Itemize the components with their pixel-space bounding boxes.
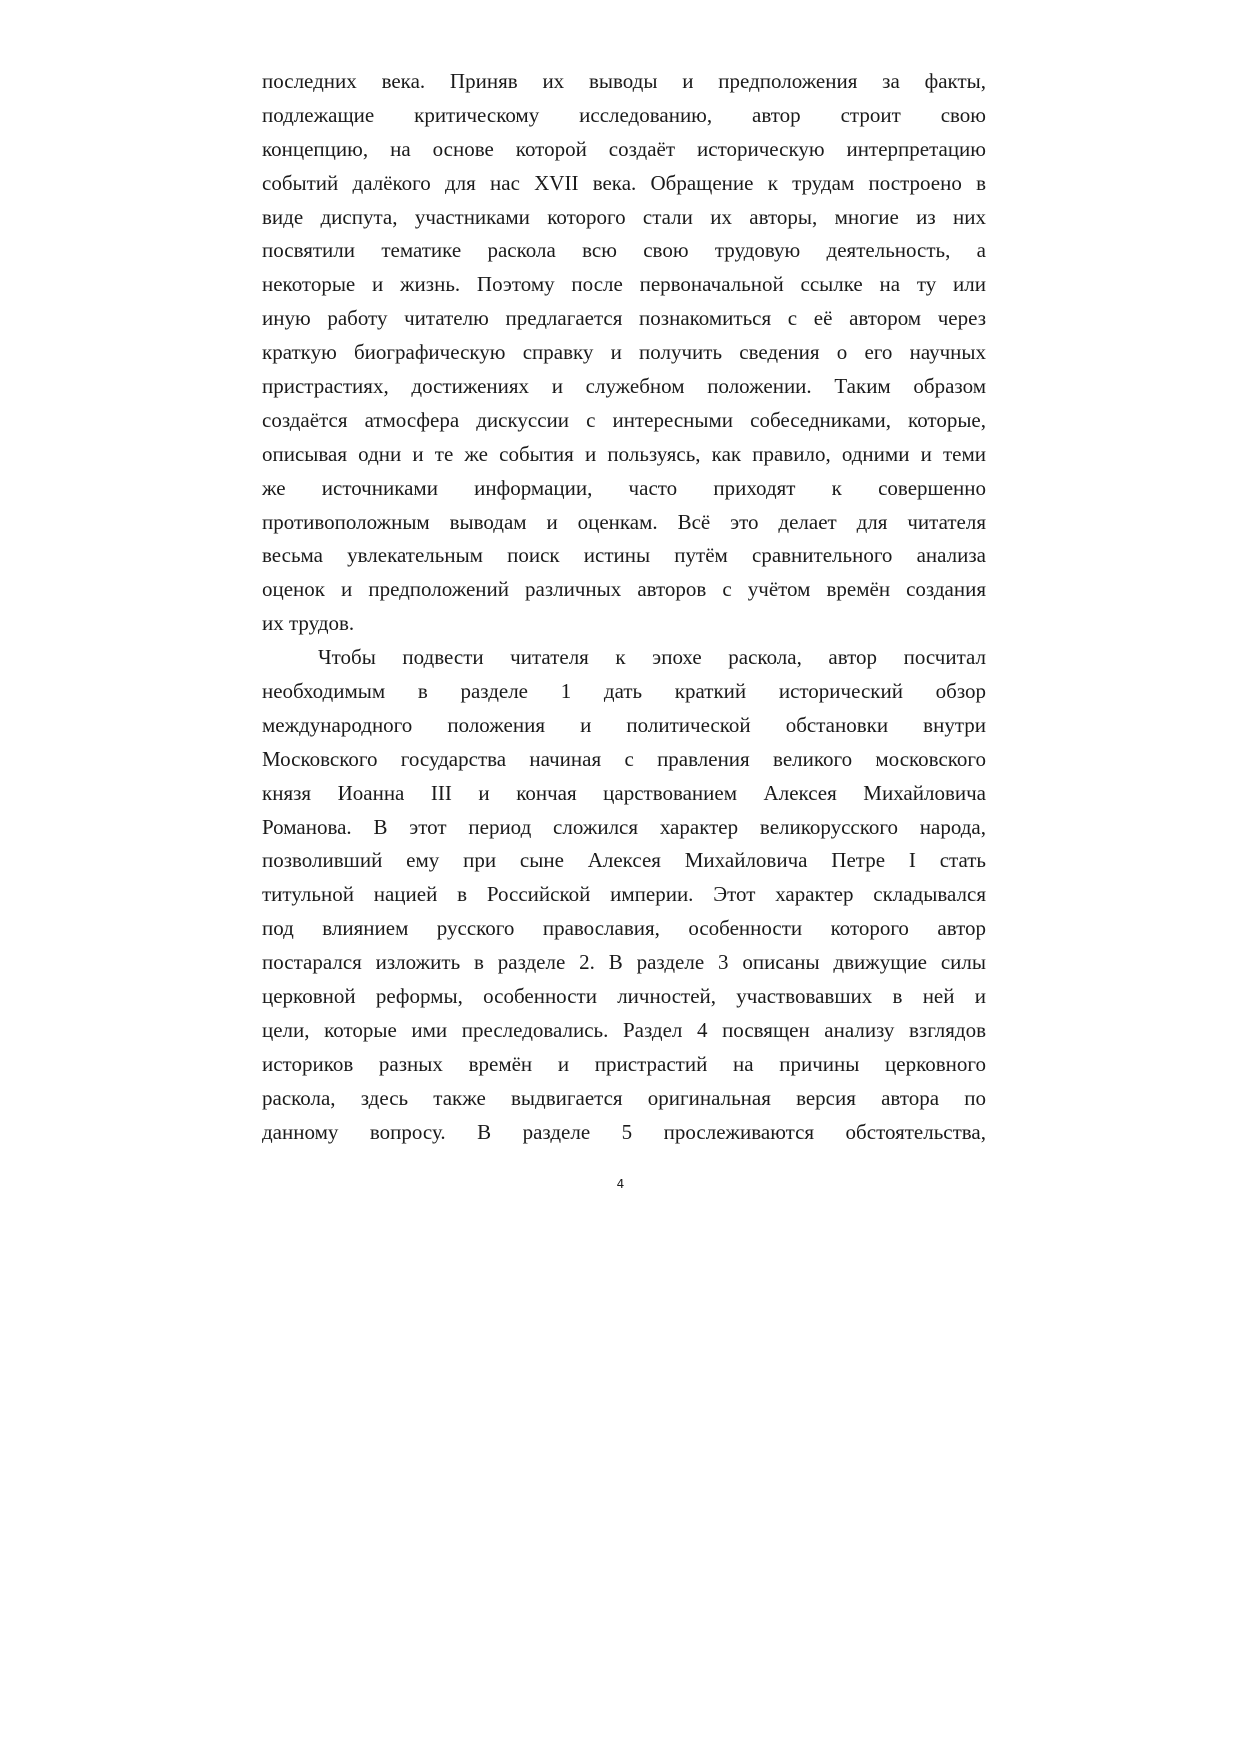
text-line: титульной нацией в Российской империи. Этот характер складывался bbox=[262, 882, 986, 907]
text-line: историков разных времён и пристрастий на причины церковного bbox=[262, 1051, 986, 1076]
text-line: их трудов. bbox=[262, 611, 355, 636]
text-line: данному вопросу. В разделе 5 прослеживаются обстоятельства, bbox=[262, 1119, 986, 1144]
text-line: событий далёкого для нас XVII века. Обращение к трудам построено в bbox=[262, 170, 986, 195]
body-text bbox=[262, 65, 986, 1150]
text-line: постарался изложить в разделе 2. В разделе 3 описаны движущие силы bbox=[262, 950, 986, 975]
text-line: Московского государства начиная с правления великого московского bbox=[262, 746, 986, 771]
text-line: раскола, здесь также выдвигается оригинальная версия автора по bbox=[262, 1085, 986, 1110]
text-line: князя Иоанна III и кончая царствованием Алексея Михайловича bbox=[262, 780, 986, 805]
text-line: иную работу читателю предлагается познакомиться с её автором через bbox=[262, 306, 986, 331]
text-line: последних века. Приняв их выводы и предположения за факты, bbox=[262, 69, 986, 93]
paragraph-2 bbox=[262, 641, 986, 1149]
text-line: Романова. В этот период сложился характер великорусского народа, bbox=[262, 814, 986, 839]
text-line: посвятили тематике раскола всю свою трудовую деятельность, а bbox=[262, 238, 986, 263]
text-line: позволивший ему при сыне Алексея Михайловича Петре I стать bbox=[262, 848, 986, 873]
text-line: церковной реформы, особенности личностей, участвовавших в ней и bbox=[262, 984, 986, 1009]
text-line: подлежащие критическому исследованию, автор строит свою bbox=[262, 102, 986, 127]
text-line: некоторые и жизнь. Поэтому после первоначальной ссылке на ту или bbox=[262, 272, 986, 297]
paragraph-1 bbox=[262, 65, 986, 641]
text-line: краткую биографическую справку и получить сведения о его научных bbox=[262, 340, 986, 365]
page-number: 4 bbox=[616, 1177, 625, 1191]
text-line: создаётся атмосфера дискуссии с интересными собеседниками, которые, bbox=[262, 407, 986, 432]
text-line: концепцию, на основе которой создаёт историческую интерпретацию bbox=[262, 136, 986, 161]
text-line: пристрастиях, достижениях и служебном положении. Таким образом bbox=[262, 374, 986, 399]
text-line: описывая одни и те же события и пользуясь, как правило, одними и теми bbox=[262, 441, 986, 466]
text-line: оценок и предположений различных авторов с учётом времён создания bbox=[262, 577, 986, 602]
text-line: Чтобы подвести читателя к эпохе раскола, автор посчитал bbox=[318, 645, 986, 670]
text-line: необходимым в разделе 1 дать краткий исторический обзор bbox=[262, 679, 986, 704]
text-line: цели, которые ими преследовались. Раздел 4 посвящен анализу взглядов bbox=[262, 1017, 986, 1042]
text-line: под влиянием русского православия, особенности которого автор bbox=[262, 916, 986, 941]
text-line: же источниками информации, часто приходят к совершенно bbox=[262, 475, 986, 500]
text-line: противоположным выводам и оценкам. Всё это делает для читателя bbox=[262, 509, 986, 534]
text-line: весьма увлекательным поиск истины путём сравнительного анализа bbox=[262, 543, 986, 568]
text-line: международного положения и политической обстановки внутри bbox=[262, 712, 986, 737]
text-line: виде диспута, участниками которого стали их авторы, многие из них bbox=[262, 204, 986, 229]
